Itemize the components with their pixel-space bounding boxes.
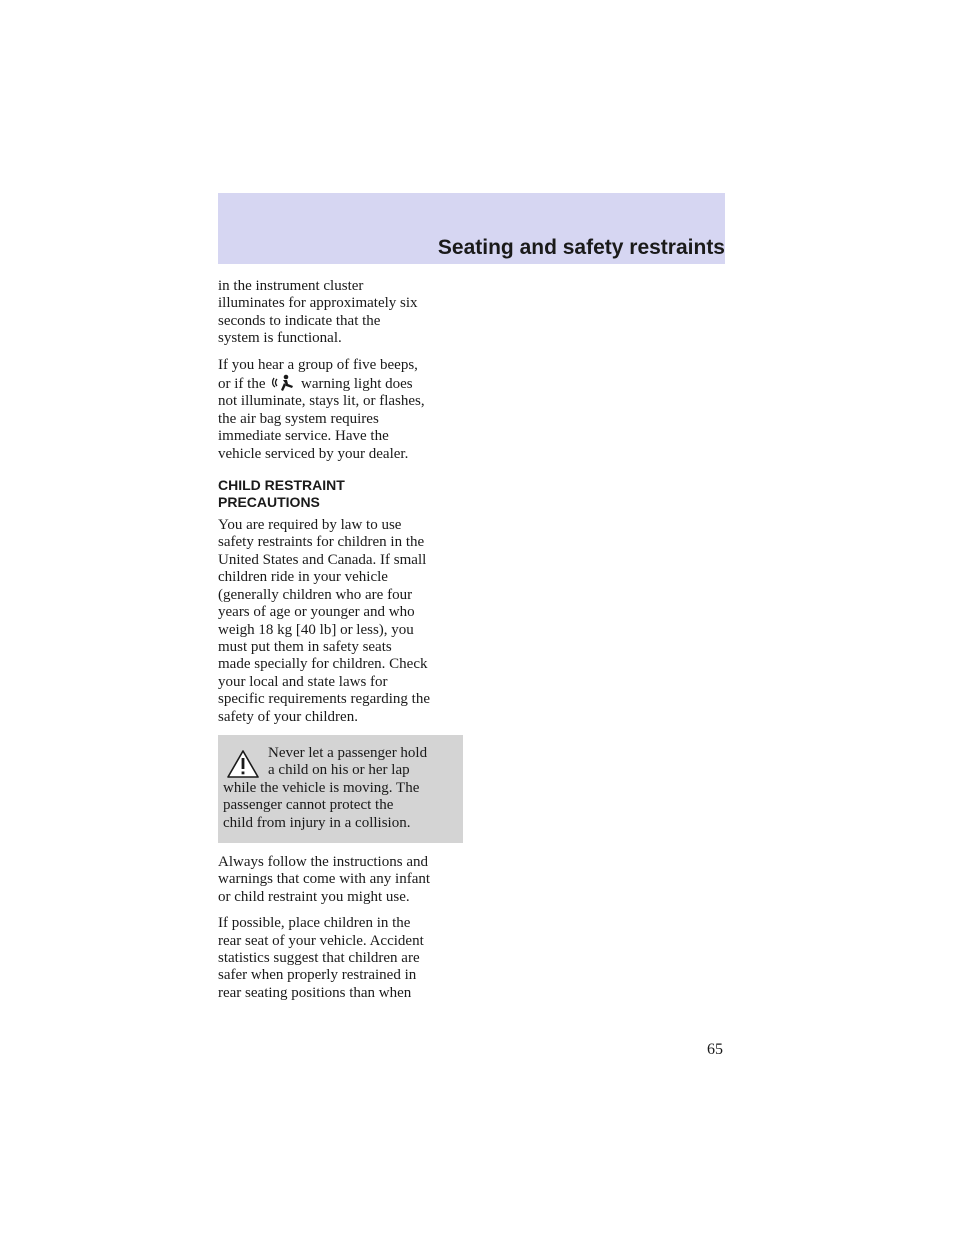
text-line: If you hear a group of five beeps, — [218, 356, 418, 373]
warning-text-line: a child on his or her lap — [268, 762, 410, 779]
warning-text-line: child from injury in a collision. — [223, 814, 411, 831]
section-heading — [218, 477, 468, 511]
text-line: rear seating positions than when — [218, 984, 412, 1001]
beeps-paragraph — [218, 357, 468, 463]
text-line: (generally children who are four — [218, 586, 413, 603]
text-line: children ride in your vehicle — [218, 569, 388, 586]
warning-triangle-icon — [226, 749, 260, 779]
text-line — [218, 374, 468, 393]
required-paragraph — [218, 517, 468, 726]
text-line: years of age or younger and who — [218, 604, 415, 621]
text-line: If possible, place children in the — [218, 915, 411, 932]
warning-text-line: passenger cannot protect the — [223, 797, 394, 814]
text-line: must put them in safety seats — [218, 638, 392, 655]
text-line: You are required by law to use — [218, 517, 402, 534]
text-line: your local and state laws for — [218, 673, 388, 690]
text-line: safety of your children. — [218, 708, 358, 725]
text-line: specific requirements regarding the — [218, 691, 430, 708]
text-line: the air bag system requires — [218, 410, 379, 427]
text-line: Always follow the instructions and — [218, 853, 428, 870]
section-title: Seating and safety restraints — [437, 236, 725, 259]
airbag-passenger-icon — [271, 374, 295, 391]
text-line: safer when properly restrained in — [218, 967, 417, 984]
intro-paragraph — [218, 278, 468, 348]
text-line: weigh 18 kg [40 lb] or less), you — [218, 621, 414, 638]
warning-text-line: Never let a passenger hold — [268, 744, 428, 761]
text-line: immediate service. Have the — [218, 428, 389, 445]
text-fragment: warning light does — [300, 376, 413, 393]
text-line: seconds to indicate that the — [218, 312, 381, 329]
text-line: system is functional. — [218, 330, 342, 347]
text-line: rear seat of your vehicle. Accident — [218, 932, 424, 949]
page-number: 65 — [707, 1041, 723, 1058]
text-fragment: or if the — [218, 376, 266, 393]
text-line: statistics suggest that children are — [218, 950, 420, 966]
text-line: in the instrument cluster — [218, 278, 364, 294]
text-line: or child restraint you might use. — [218, 888, 410, 905]
warning-box — [218, 735, 463, 843]
section-header-band — [218, 193, 725, 264]
text-line: illuminates for approximately six — [218, 295, 418, 312]
heading-line: CHILD RESTRAINT — [218, 477, 345, 494]
warning-text-line: while the vehicle is moving. The — [223, 779, 420, 796]
follow-paragraph — [218, 854, 468, 906]
text-line: United States and Canada. If small — [218, 551, 427, 568]
text-line: warnings that come with any infant — [218, 871, 431, 888]
text-line: vehicle serviced by your dealer. — [218, 445, 409, 462]
rear-seat-paragraph — [218, 915, 468, 1002]
text-line: made specially for children. Check — [218, 656, 428, 673]
text-line: not illuminate, stays lit, or flashes, — [218, 393, 425, 410]
heading-line: PRECAUTIONS — [218, 494, 320, 511]
text-line: safety restraints for children in the — [218, 534, 425, 551]
main-text-column — [218, 278, 468, 1011]
